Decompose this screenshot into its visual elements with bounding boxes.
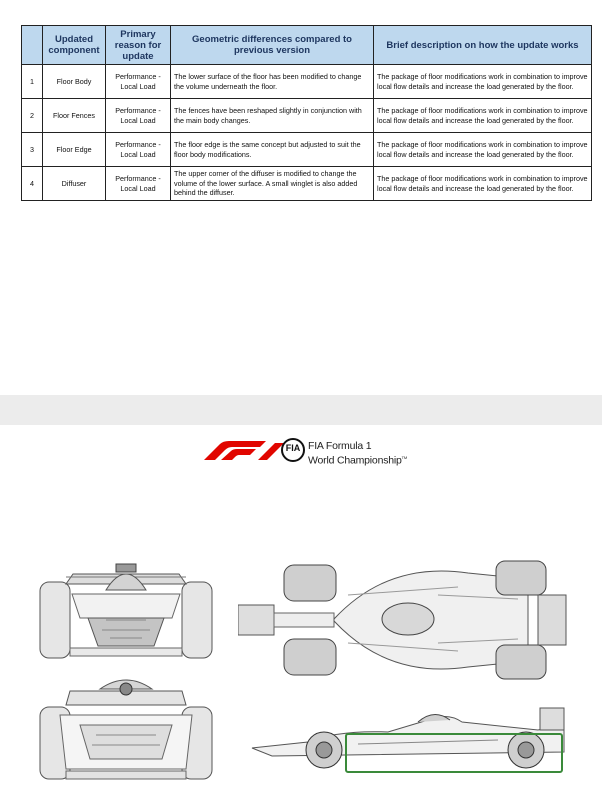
- table-header-row: [22, 26, 592, 65]
- row-component: Floor Body: [43, 65, 106, 99]
- car-front-view: [36, 560, 216, 670]
- row-geometry: The floor edge is the same concept but adjusted to suit the floor body modifications.: [171, 133, 374, 167]
- row-geometry: The lower surface of the floor has been modified to change the volume underneath the floor.: [171, 65, 374, 99]
- header-brief-description: Brief description on how the update works: [374, 26, 592, 65]
- table-row: [22, 167, 592, 201]
- fia-line2-wrap: [308, 452, 407, 467]
- car-rear-view: [36, 675, 216, 785]
- table-row: [22, 65, 592, 99]
- page-separator: [0, 395, 602, 425]
- row-reason: Performance - Local Load: [106, 167, 171, 201]
- row-description: The package of floor modifications work in combination to improve local flow details and increase the load generated by the floor.: [374, 133, 592, 167]
- row-description: The package of floor modifications work in combination to improve local flow details and increase the load generated by the floor.: [374, 167, 592, 201]
- row-component: Floor Edge: [43, 133, 106, 167]
- fia-line2: World Championship: [308, 454, 402, 467]
- row-number: 4: [22, 167, 43, 201]
- row-geometry: The upper corner of the diffuser is modified to change the volume of the lower surface. A small winglet is also added behind the diffuser.: [171, 167, 374, 201]
- table-row: [22, 133, 592, 167]
- table-row: [22, 99, 592, 133]
- car-top-view: [238, 555, 568, 685]
- row-reason: Performance - Local Load: [106, 99, 171, 133]
- header-updated-component: Updated component: [43, 26, 106, 65]
- row-number: 3: [22, 133, 43, 167]
- header-primary-reason: Primary reason for update: [106, 26, 171, 65]
- row-number: 1: [22, 65, 43, 99]
- row-description: The package of floor modifications work in combination to improve local flow details and increase the load generated by the floor.: [374, 99, 592, 133]
- row-reason: Performance - Local Load: [106, 65, 171, 99]
- row-number: 2: [22, 99, 43, 133]
- header-geometric-differences: Geometric differences compared to previous version: [171, 26, 374, 65]
- update-table: [21, 25, 592, 201]
- row-component: Diffuser: [43, 167, 106, 201]
- row-component: Floor Fences: [43, 99, 106, 133]
- fia-wordmark: [308, 441, 407, 467]
- fia-line1: FIA Formula 1: [308, 440, 372, 452]
- header-index: [22, 26, 43, 65]
- row-geometry: The fences have been reshaped slightly in conjunction with the main body changes.: [171, 99, 374, 133]
- fia-tm: TM: [401, 455, 408, 460]
- row-description: The package of floor modifications work in combination to improve local flow details and increase the load generated by the floor.: [374, 65, 592, 99]
- row-reason: Performance - Local Load: [106, 133, 171, 167]
- car-side-view: [248, 690, 578, 785]
- fia-badge: FIA: [285, 443, 301, 453]
